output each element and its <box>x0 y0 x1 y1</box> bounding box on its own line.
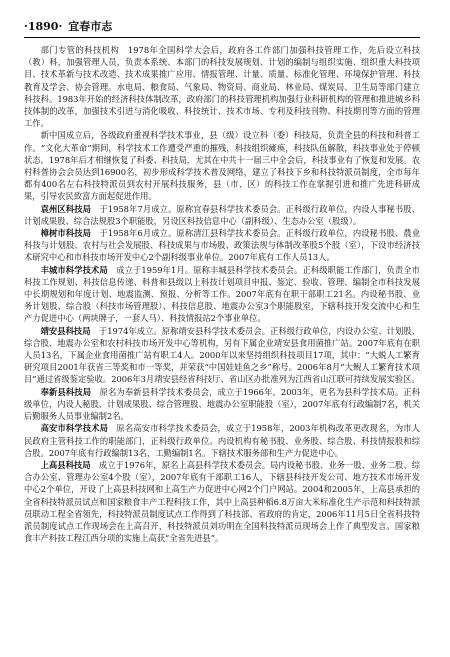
paragraph-heading: 丰城市科学技术局 <box>40 264 108 275</box>
paragraph-heading: 上高县科技局 <box>40 459 91 470</box>
paragraph-text: 成立于1959年1月。原称丰城县科学技术委员会。正科级职能工作部门，负责全市科技工作规划、科技信息传递、科普和县级以上科技计划项目申报、鉴定、验收、管理、编制全市科技发展中长期规划和年度计划、地震监测、预报、分析等工作。2007年底有在职干部职工21名。内设秘书股、业务计划股、综合股（科技市场管理股）、科技信息股、地震办公室3个职能股室，下辖科技开发交流中心和生产力促进中心（两块牌子，一套人马）、科技情报站2个事业单位。 <box>24 264 420 324</box>
book-title: 宜春市志 <box>68 20 113 33</box>
paragraph <box>24 203 420 227</box>
paragraph-text: 于1974年成立。原称靖安县科学技术委员会。正科级行政单位，内设办公室、计划股、综合股、地震办公室和农村科技市场开发中心等机构，另有下属企业靖安县食用菌推广站。2007年底有在职人员13名，下属企业食用菌推广站有职工4人。2000年以来坚持组织科技项目17项，其中：“大蜕人工繁育研究项目2001年获省三等奖和市一等奖，并荣获“中国娃娃鱼之乡”称号。2006年8月“大鲵人工繁育技术项目”通过省级鉴定验收。2006年3月靖安县经省科技厅、省山区办批准列为江西省山江联可持续发展实验区。 <box>24 325 420 385</box>
paragraph-heading: 高安市科学技术局 <box>40 423 108 434</box>
paragraph <box>24 44 420 129</box>
paragraph-text: 成立于1976年，原名上高县科学技术委员会。局内设秘书股、业务一股、业务二股、综合办公室、管理办公室4个股（室），2007年底有干部职工16人，下辖县科技开发公司、地方技术市场开发中心2个单位，开设了上高县科技网和上高生产力促进中心网2个门户网站。2004和2005年，上高县承担的全省科技特派员试点和国家粮食丰产工程科技工作，其中上高县种稻6.8万亩大米标准化生产示范和科技特派员联动工程全省领先，科技特派员制度试点工作得到了科技部、省政府的肯定，2006年11月5日全省科技特派员制度试点工作现场会在上高召开，科技特派员刘功明在全国科技特派员现场会上作了典型发言。国家粮食丰产科技工程江西分项的实施上高获“全省先进县”。 <box>24 459 420 544</box>
page-number: ·1890· <box>24 20 63 33</box>
paragraph-text: 原名高安市科学技术委员会，成立于1958年，2003年机构改革更改现名，为市人民政府主管科技工作的职能部门，正科级行政单位。内设机构有秘书股、业务股、综合股、科技情报股和综合股。2007年底有行政编制13名，工勤编制1名。下辖技术服务部和生产力促进中心。 <box>24 423 420 458</box>
paragraph-text: 原名为奉新县科学技术委员会，成立于1966年。2003年，更名为县科学技术局。正科级单位，内设人秘股、计划成果股、综合管理股、地震办公室职能股（室），2007年底有行政编制7名，机关后勤服务人员事业编制2名。 <box>24 386 420 422</box>
paragraph-heading: 樟树市科技局 <box>40 228 92 239</box>
paragraph <box>24 422 420 459</box>
page-header <box>24 18 420 38</box>
paragraph-text: 新中国成立后，各级政府重视科学技术事业，县（级）设立科（委）科技局，负责全县的科技和科普工作。“文化大革命”期间，科学技术工作遭受严重的摧残，科技组织瘫痪，科技队伍解散，科技事业处于停顿状态。1978年后才相继恢复了科委、科技局，尤其在中共十一届三中全会后，科技事业有了恢复和发展。农村科普协会会员达到16900名，初步形成科学技术普及网络，建立了科技下乡和科技特派员制度，全市每年都有400名左右科技特派员到农村开展科技服务，县（市、区）的科技工作在掌握引进和推广先进科研成果，引导农民致富方面起促进作用。 <box>24 130 420 202</box>
paragraph <box>24 227 420 264</box>
paragraph-heading: 靖安县科技局 <box>40 325 91 336</box>
paragraph <box>24 386 420 423</box>
paragraph <box>24 264 420 325</box>
paragraph-heading: 奉新县科技局 <box>40 386 92 397</box>
paragraph-text: 部门专管的科技机构 1978年全国科学大会后，政府各工作部门加强科技管理工作，先后设立科技（教）科，加强管理人员，负责本系统、本部门的科技发展规划、计划的编制与组织实施、组织重大科技项目、技术革新与技术改造、技术成果推广应用、情报管理、计量、质量、标准化管理、环境保护管理、科技教育及学会、协会管理。水电局、粮食局、气象局、物资局、商业局、林业局、煤炭局、卫生局等部门建立科技科。1983年开始的经济科技体制改革，政府部门的科技管理机构加强行业科研机构的管理和推进城乡科技体制的改革，加强技术引进与消化吸收、科技统计、技术市场、专利及科技刊物、科技期刊等方面的管理工作。 <box>24 45 420 129</box>
paragraph <box>24 129 420 202</box>
paragraph <box>24 325 420 386</box>
paragraph <box>24 459 420 544</box>
paragraph-heading: 袁州区科技局 <box>40 203 92 214</box>
paragraph-text: 于1958年7月成立。原称宜春县科学技术委员会。正科级行政单位，内设人事秘书股、计划成果股、综合法规股3个职能股，另设区科技信息中心（副科级）、生态办公室（股级）。 <box>24 203 420 226</box>
paragraph-text: 于1958年6月成立。原称清江县科学技术委员会。正科级行政单位，内设秘书股、農业科技与计划股、农村与社会发展股、科技成果与市场股、政策法规与体制改革股5个股（室），下设市经济技术研究中心和市科技市场开发中心2个副科级事业单位。2007年底有工作人员13人。 <box>24 228 420 263</box>
document-body <box>24 44 420 544</box>
